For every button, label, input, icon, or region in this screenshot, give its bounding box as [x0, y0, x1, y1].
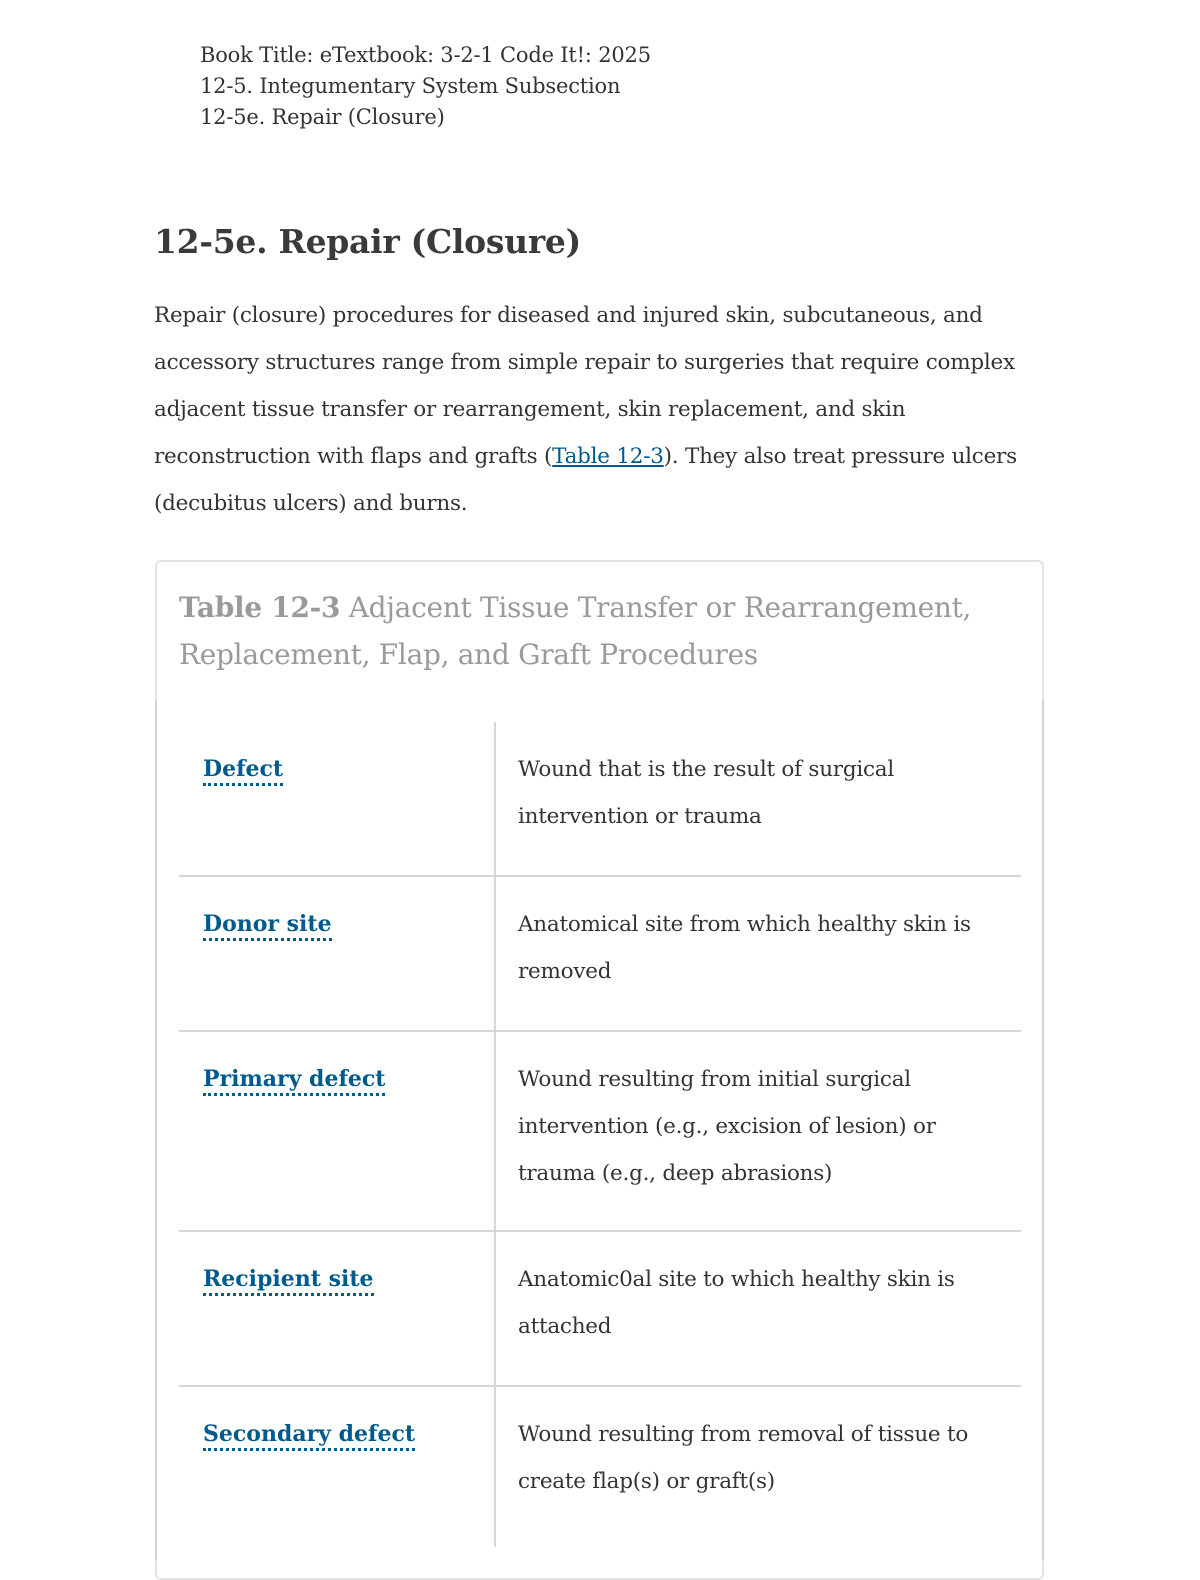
terms-table: [179, 722, 1021, 1547]
term-cell: [179, 722, 495, 876]
table-row: [179, 1386, 1021, 1547]
page-title: 12-5e. Repair (Closure): [154, 222, 581, 261]
definition-text: Anatomical site from which healthy skin is removed: [518, 912, 971, 984]
definition-cell: [495, 722, 1021, 876]
table-row: [179, 1231, 1021, 1386]
definition-text: Wound that is the result of surgical intervention or trauma: [518, 757, 894, 829]
book-subsection: 12-5e. Repair (Closure): [200, 105, 445, 129]
definition-cell: [495, 1231, 1021, 1386]
term-link-recipient-site[interactable]: Recipient site: [203, 1266, 374, 1296]
table-row: [179, 722, 1021, 876]
table-reference-link[interactable]: Table 12-3: [552, 444, 664, 469]
term-cell: [179, 1386, 495, 1547]
book-title: Book Title: eTextbook: 3-2-1 Code It!: 2025: [200, 43, 651, 67]
term-link-secondary-defect[interactable]: Secondary defect: [203, 1421, 415, 1451]
table-row: [179, 1031, 1021, 1231]
book-metadata: [200, 40, 651, 133]
definition-cell: [495, 1386, 1021, 1547]
term-cell: [179, 1231, 495, 1386]
term-link-primary-defect[interactable]: Primary defect: [203, 1066, 385, 1096]
intro-paragraph: [154, 292, 1054, 527]
term-link-defect[interactable]: Defect: [203, 756, 283, 786]
definition-cell: [495, 876, 1021, 1031]
term-cell: [179, 1031, 495, 1231]
definition-cell: [495, 1031, 1021, 1231]
definition-text: Wound resulting from removal of tissue to create flap(s) or graft(s): [518, 1422, 969, 1494]
term-cell: [179, 876, 495, 1031]
term-link-donor-site[interactable]: Donor site: [203, 911, 332, 941]
definition-text: Wound resulting from initial surgical intervention (e.g., excision of lesion) or trauma (e.g., deep abrasions): [518, 1067, 936, 1186]
table-caption: [179, 584, 1019, 678]
definition-text: Anatomic0al site to which healthy skin is attached: [518, 1267, 955, 1339]
table-caption-text: Adjacent Tissue Transfer or Rearrangement, Replacement, Flap, and Graft Procedures: [179, 591, 972, 671]
intro-text-start: Repair (closure) procedures for diseased and injured skin, subcutaneous, and accessory structures range from simple repair to surgeries that require complex adjacent tissue transfer or rearrangement, skin replacement, and skin reconstruction with flaps and grafts (: [154, 303, 1015, 469]
intro-text-end: ). They also treat pressure ulcers (decubitus ulcers) and burns.: [154, 444, 1017, 516]
book-section: 12-5. Integumentary System Subsection: [200, 74, 621, 98]
table-caption-label: Table 12-3: [179, 591, 341, 624]
table-row: [179, 876, 1021, 1031]
